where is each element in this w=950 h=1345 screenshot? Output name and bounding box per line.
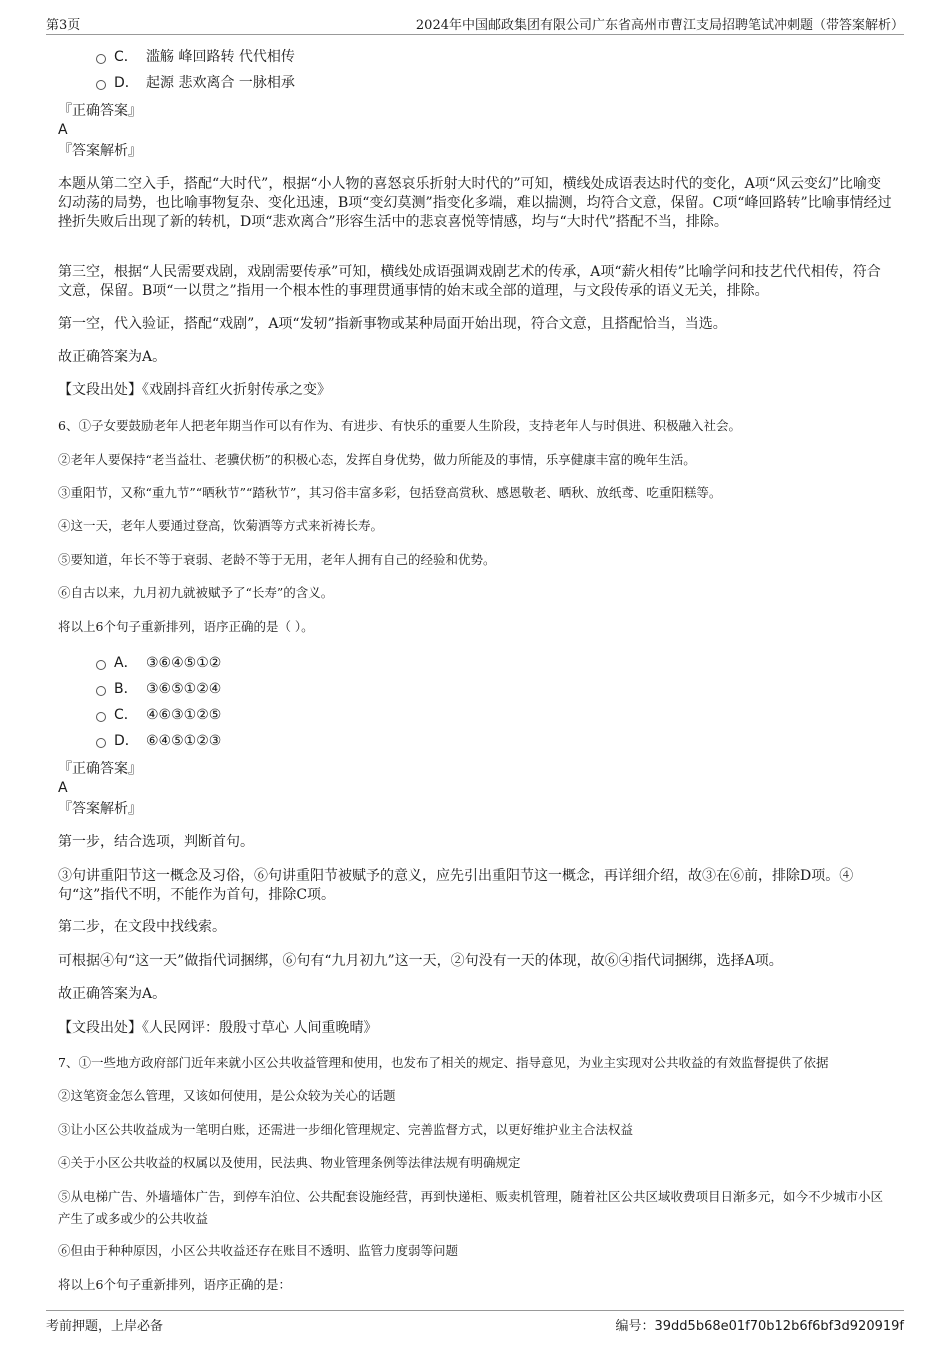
option-text: 起源 悲欢离合 一脉相承: [146, 75, 295, 91]
page-number: 第3页: [46, 18, 81, 33]
q6-sentence: ③重阳节，又称“重九节”“晒秋节”“踏秋节”，其习俗丰富多彩，包括登高赏秋、感恩敬老、晒秋、放纸鸢、吃重阳糕等。: [58, 485, 722, 500]
q6-analysis-paragraph: ③句讲重阳节这一概念及习俗，⑥句讲重阳节被赋予的意义，应先引出重阳节这一概念，再详细介绍，故③在⑥前，排除D项。④句“这”指代不明，不能作为首句，排除C项。: [58, 868, 854, 903]
q7-stem: 将以上6个句子重新排列，语序正确的是：: [58, 1277, 291, 1292]
q6-answer: A: [58, 780, 68, 796]
q6-option-a[interactable]: [96, 653, 221, 673]
q6-analysis-paragraph: 第二步，在文段中找线索。: [58, 919, 226, 935]
document-code: 编号：39dd5b68e01f70b12b6f6bf3d920919f: [615, 1319, 904, 1334]
q6-sentence: ②老年人要保持“老当益壮、老骥伏枥”的积极心态，发挥自身优势，做力所能及的事情，乐享健康丰富的晚年生活。: [58, 452, 696, 467]
q6-option-d[interactable]: [96, 731, 221, 751]
radio-icon[interactable]: [96, 80, 106, 90]
q6-analysis-paragraph: 故正确答案为A。: [58, 986, 167, 1002]
q7-sentence: ②这笔资金怎么管理，又该如何使用，是公众较为关心的话题: [58, 1088, 396, 1103]
radio-icon[interactable]: [96, 660, 106, 670]
option-key: C．: [114, 49, 138, 65]
page-header: [46, 14, 904, 35]
q6-sentence: ④这一天，老年人要通过登高，饮菊酒等方式来祈祷长寿。: [58, 518, 384, 533]
document-title: 2024年中国邮政集团有限公司广东省高州市曹江支局招聘笔试冲刺题（带答案解析）: [415, 18, 904, 33]
option-text: ③⑥④⑤①②: [146, 655, 222, 671]
q7-sentence: ④关于小区公共收益的权属以及使用，民法典、物业管理条例等法律法规有明确规定: [58, 1155, 521, 1170]
q7-sentence: ⑥但由于种种原因，小区公共收益还存在账目不透明、监管力度弱等问题: [58, 1243, 459, 1258]
q6-analysis-paragraph: 可根据④句“这一天”做指代词捆绑，⑥句有“九月初九”这一天，②句没有一天的体现，故⑥④指代词捆绑，选择A项。: [58, 953, 783, 969]
q6-analysis-label: 『答案解析』: [58, 801, 142, 817]
q5-answer: A: [58, 122, 68, 138]
q7-sentence: 7、①一些地方政府部门近年来就小区公共收益管理和使用，也发布了相关的规定、指导意见，为业主实现对公共收益的有效监督提供了依据: [58, 1055, 829, 1070]
q5-analysis-paragraph: 第三空，根据“人民需要戏剧，戏剧需要传承”可知，横线处成语强调戏剧艺术的传承，A项“薪火相传”比喻学问和技艺代代相传，符合文意，保留。B项“一以贯之”指用一个根本性的事理贯通事情的始末或全部的道理，与文段传承的语义无关，排除。: [58, 264, 881, 299]
q6-option-b[interactable]: [96, 679, 221, 699]
q6-stem: 将以上6个句子重新排列，语序正确的是（ ）。: [58, 619, 314, 634]
option-key: C．: [114, 707, 138, 723]
radio-icon[interactable]: [96, 686, 106, 696]
q6-sentence: 6、①子女要鼓励老年人把老年期当作可以有作为、有进步、有快乐的重要人生阶段，支持老年人与时俱进、积极融入社会。: [58, 418, 741, 433]
radio-icon[interactable]: [96, 738, 106, 748]
q5-analysis-paragraph: 故正确答案为A。: [58, 349, 167, 365]
q6-answer-label: 『正确答案』: [58, 761, 142, 777]
q5-option-c[interactable]: [96, 47, 295, 67]
option-text: ④⑥③①②⑤: [146, 707, 222, 723]
q5-analysis-paragraph: 第一空，代入验证，搭配“戏剧”，A项“发轫”指新事物或某种局面开始出现，符合文意，且搭配恰当，当选。: [58, 316, 727, 332]
footer-slogan: 考前押题，上岸必备: [46, 1319, 164, 1334]
option-key: D．: [114, 75, 139, 91]
q6-option-c[interactable]: [96, 705, 221, 725]
option-key: B．: [114, 681, 138, 697]
option-text: ③⑥⑤①②④: [146, 681, 222, 697]
radio-icon[interactable]: [96, 54, 106, 64]
q6-analysis-paragraph: 第一步，结合选项，判断首句。: [58, 834, 254, 850]
option-key: D．: [114, 733, 139, 749]
q6-sentence: ⑤要知道，年长不等于衰弱、老龄不等于无用，老年人拥有自己的经验和优势。: [58, 552, 496, 567]
q6-sentence: ⑥自古以来，九月初九就被赋予了“长寿”的含义。: [58, 585, 334, 600]
page-footer: [46, 1310, 904, 1333]
option-text: 滥觞 峰回路转 代代相传: [146, 49, 295, 65]
q5-analysis-paragraph: 本题从第二空入手，搭配“大时代”，根据“小人物的喜怒哀乐折射大时代的”可知，横线处成语表达时代的变化，A项“风云变幻”比喻变幻动荡的局势，也比喻事物复杂、变化迅速，B项“变幻莫测”指变化多端，难以揣测，均符合文意，保留。C项“峰回路转”比喻事情经过挫折失败后出现了新的转机，D项“悲欢离合”形容生活中的悲哀喜悦等情感，均与“大时代”搭配不当，排除。: [58, 176, 892, 230]
q5-source: 【文段出处】《戏剧抖音红火折射传承之变》: [58, 382, 331, 398]
option-key: A．: [114, 655, 138, 671]
q5-option-d[interactable]: [96, 73, 295, 93]
q6-source: 【文段出处】《人民网评：殷殷寸草心 人间重晚晴》: [58, 1020, 378, 1036]
q5-answer-label: 『正确答案』: [58, 103, 142, 119]
radio-icon[interactable]: [96, 712, 106, 722]
q7-sentence: ③让小区公共收益成为一笔明白账，还需进一步细化管理规定、完善监督方式，以更好维护业主合法权益: [58, 1122, 634, 1137]
q7-sentence: ⑤从电梯广告、外墙墙体广告，到停车泊位、公共配套设施经营，再到快递柜、贩卖机管理，随着社区公共区域收费项目日渐多元，如今不少城市小区产生了或多或少的公共收益: [58, 1189, 884, 1226]
option-text: ⑥④⑤①②③: [146, 733, 222, 749]
q5-analysis-label: 『答案解析』: [58, 143, 142, 159]
